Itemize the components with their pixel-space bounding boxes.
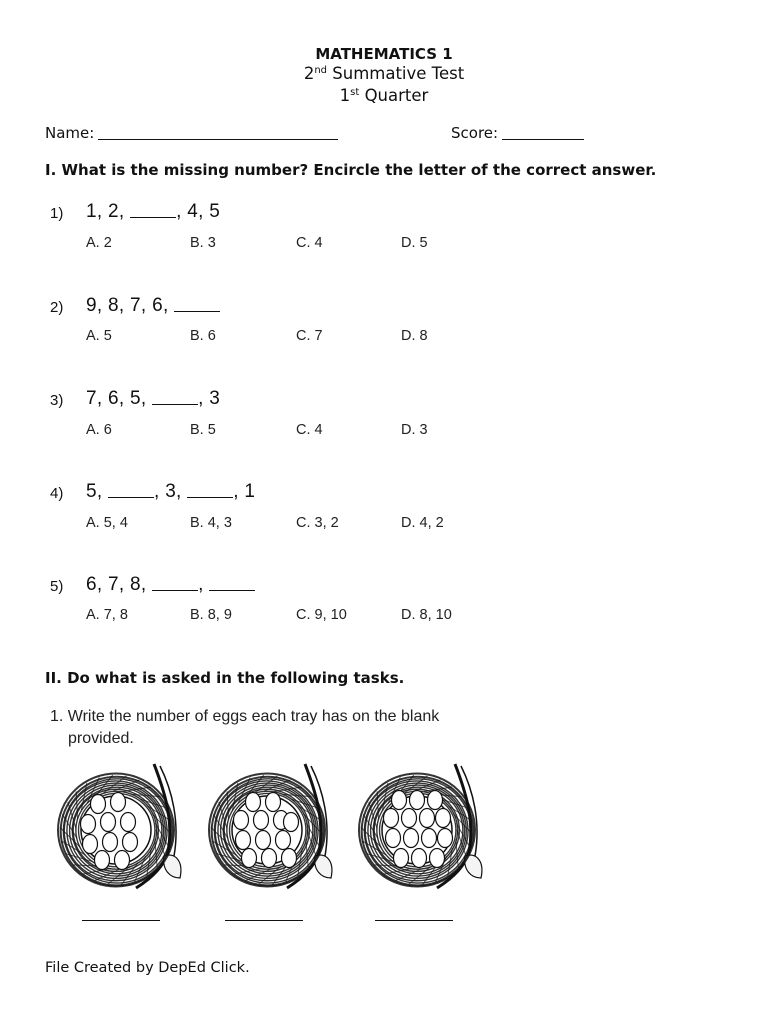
egg [394,849,409,868]
task-1-instruction: 1. Write the number of eggs each tray has on the blank [50,708,440,725]
answer-blank[interactable] [209,576,255,591]
section-1-heading: I. What is the missing number? Encircle the letter of the correct answer. [45,161,657,179]
egg-nest-image-3 [357,760,487,890]
option-a[interactable]: A. 6 [86,422,112,438]
egg [436,809,451,828]
egg-nest-image-2 [207,760,337,890]
option-a[interactable]: A. 5, 4 [86,515,128,531]
option-b[interactable]: B. 3 [190,235,216,251]
option-d[interactable]: D. 3 [401,422,428,438]
sequence-text: , 3 [198,388,221,409]
score-blank[interactable] [502,125,584,140]
egg [282,849,297,868]
quarter-label: Quarter [364,86,429,105]
question-3-number: 3) [50,392,64,409]
name-blank[interactable] [98,125,338,140]
option-a[interactable]: A. 2 [86,235,112,251]
quarter-number: 1 [339,86,351,105]
sequence-text: , [198,574,210,595]
sequence-text: 9, 8, 7, 6, [86,295,175,316]
answer-blank[interactable] [187,483,233,498]
answer-blank[interactable] [130,203,176,218]
option-d[interactable]: D. 8, 10 [401,607,452,623]
option-a[interactable]: A. 5 [86,328,112,344]
answer-blank[interactable] [152,576,198,591]
egg [234,811,249,830]
egg [101,813,116,832]
test-number-suffix: nd [314,65,328,76]
option-b[interactable]: B. 6 [190,328,216,344]
sequence-text: 5, [86,481,109,502]
option-d[interactable]: D. 8 [401,328,428,344]
sequence-text: 7, 6, 5, [86,388,153,409]
option-b[interactable]: B. 4, 3 [190,515,232,531]
egg [428,791,443,810]
egg [242,849,257,868]
egg [123,833,138,852]
egg [91,795,106,814]
egg [95,851,110,870]
egg [392,791,407,810]
egg [115,851,130,870]
name-label: Name: [45,124,95,142]
egg [262,849,277,868]
egg [236,831,251,850]
egg [386,829,401,848]
sequence-text: , 3, [154,481,188,502]
egg [404,829,419,848]
egg [266,793,281,812]
egg [103,833,118,852]
egg [420,809,435,828]
answer-blank[interactable] [174,297,220,312]
quarter-subtitle [0,86,768,105]
egg [81,815,96,834]
question-1-sequence [86,201,220,223]
egg [438,829,453,848]
option-a[interactable]: A. 7, 8 [86,607,128,623]
sequence-text: 1, 2, [86,201,131,222]
nest-1-answer-blank[interactable] [82,920,160,921]
sequence-text: , 1 [233,481,256,502]
egg-nest-image-1 [56,760,186,890]
sequence-text: , 4, 5 [176,201,221,222]
egg [254,811,269,830]
question-4-sequence [86,481,255,503]
nest-3-answer-blank[interactable] [375,920,453,921]
egg [83,835,98,854]
test-subtitle [0,64,768,83]
egg [412,849,427,868]
egg [111,793,126,812]
egg [276,831,291,850]
option-b[interactable]: B. 5 [190,422,216,438]
test-number: 2 [303,64,315,83]
egg [384,809,399,828]
option-c[interactable]: C. 9, 10 [296,607,347,623]
egg [121,813,136,832]
option-b[interactable]: B. 8, 9 [190,607,232,623]
score-field [451,124,584,142]
question-4-number: 4) [50,485,64,502]
egg [422,829,437,848]
question-5-sequence [86,574,255,596]
option-d[interactable]: D. 4, 2 [401,515,444,531]
name-field [45,124,338,142]
egg [246,793,261,812]
test-label: Summative Test [332,64,465,83]
answer-blank[interactable] [152,390,198,405]
question-2-number: 2) [50,299,64,316]
question-3-sequence [86,388,220,410]
option-c[interactable]: C. 4 [296,422,323,438]
egg [410,791,425,810]
task-1-instruction-continued: provided. [68,730,134,747]
option-d[interactable]: D. 5 [401,235,428,251]
answer-blank[interactable] [108,483,154,498]
page-title: MATHEMATICS 1 [315,45,453,63]
egg [402,809,417,828]
score-label: Score: [451,124,499,142]
sequence-text: 6, 7, 8, [86,574,153,595]
egg [430,849,445,868]
option-c[interactable]: C. 3, 2 [296,515,339,531]
option-c[interactable]: C. 4 [296,235,323,251]
footer-credit: File Created by DepEd Click. [45,960,250,976]
question-5-number: 5) [50,578,64,595]
quarter-suffix: st [350,87,360,98]
nest-2-answer-blank[interactable] [225,920,303,921]
question-1-number: 1) [50,205,64,222]
question-2-sequence [86,295,220,317]
option-c[interactable]: C. 7 [296,328,323,344]
egg [256,831,271,850]
section-2-heading: II. Do what is asked in the following tasks. [45,669,405,687]
egg [284,813,299,832]
